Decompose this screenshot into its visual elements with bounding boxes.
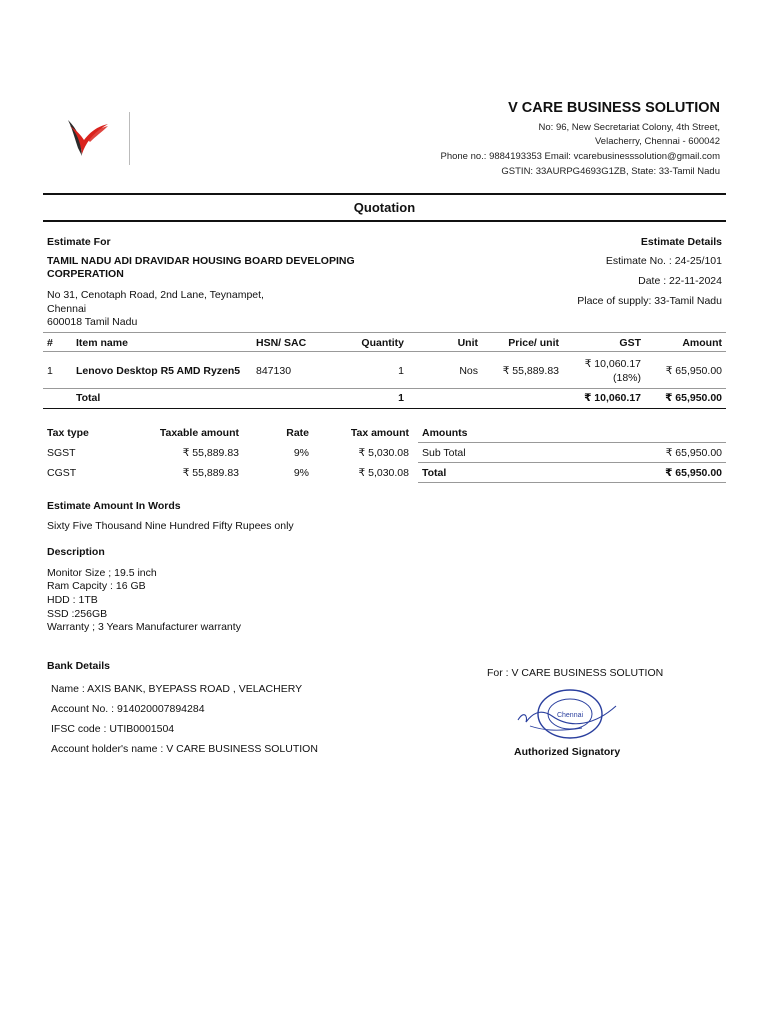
- estimate-number: Estimate No. : 24-25/101: [605, 255, 722, 267]
- company-contact: Phone no.: 9884193353 Email: vcarebusinesssolution@gmail.com: [440, 151, 720, 162]
- amounts-bottom-rule: [418, 482, 726, 483]
- description-line: Monitor Size ; 19.5 inch: [47, 567, 157, 579]
- tax-rate: 9%: [293, 467, 309, 479]
- tax-amount: ₹ 5,030.08: [358, 447, 409, 459]
- estimate-details-heading: Estimate Details: [640, 236, 722, 248]
- description-line: Ram Capcity : 16 GB: [47, 580, 146, 592]
- client-address-line1: No 31, Cenotaph Road, 2nd Lane, Teynampet,: [47, 289, 264, 301]
- stamp-icon: [512, 686, 622, 742]
- company-stamp: [512, 686, 622, 742]
- items-total-amount: ₹ 65,950.00: [665, 392, 722, 404]
- authorized-signatory-label: Authorized Signatory: [514, 746, 621, 758]
- items-total-quantity: 1: [398, 392, 404, 404]
- item-price: ₹ 55,889.83: [502, 365, 559, 377]
- col-header-hsn: HSN/ SAC: [256, 337, 307, 349]
- amounts-header-rule: [418, 442, 726, 443]
- stamp-center-text: Chennai: [556, 712, 584, 719]
- sub-total-label: Sub Total: [422, 447, 466, 459]
- items-bottom-rule: [43, 408, 726, 409]
- sub-total-value: ₹ 65,950.00: [665, 447, 722, 459]
- amounts-sub-rule: [418, 462, 726, 463]
- item-amount: ₹ 65,950.00: [665, 365, 722, 377]
- company-logo-icon: [46, 108, 132, 168]
- signature-for-line: For : V CARE BUSINESS SOLUTION: [487, 667, 664, 679]
- logo-divider: [129, 112, 130, 165]
- item-gst: ₹ 10,060.17: [584, 358, 641, 370]
- tax-header-rate: Rate: [286, 427, 309, 439]
- col-header-price: Price/ unit: [508, 337, 559, 349]
- bank-name: Name : AXIS BANK, BYEPASS ROAD , VELACHERY: [51, 683, 303, 695]
- grand-total-label: Total: [422, 467, 447, 479]
- col-header-no: #: [47, 337, 53, 349]
- items-row-rule: [43, 388, 726, 389]
- col-header-amount: Amount: [682, 337, 722, 349]
- col-header-item-name: Item name: [76, 337, 128, 349]
- estimate-date: Date : 22-11-2024: [638, 275, 722, 287]
- amounts-heading: Amounts: [422, 427, 468, 439]
- company-logo: [46, 108, 132, 168]
- tax-taxable: ₹ 55,889.83: [182, 467, 239, 479]
- description-line: Warranty ; 3 Years Manufacturer warranty: [47, 621, 241, 633]
- title-bottom-rule: [43, 220, 726, 222]
- estimate-for-heading: Estimate For: [47, 236, 111, 248]
- tax-header-amount: Tax amount: [350, 427, 409, 439]
- tax-type: CGST: [47, 467, 77, 479]
- item-hsn: 847130: [256, 365, 292, 377]
- bank-ifsc: IFSC code : UTIB0001504: [51, 723, 175, 735]
- items-total-label: Total: [76, 392, 101, 404]
- items-table-top-rule: [43, 332, 726, 333]
- item-no: 1: [47, 365, 53, 377]
- tax-taxable: ₹ 55,889.83: [182, 447, 239, 459]
- description-heading: Description: [47, 546, 105, 558]
- tax-amount: ₹ 5,030.08: [358, 467, 409, 479]
- col-header-quantity: Quantity: [361, 337, 404, 349]
- description-line: HDD : 1TB: [47, 594, 98, 606]
- company-gstin: GSTIN: 33AURPG4693G1ZB, State: 33-Tamil Nadu: [501, 166, 720, 177]
- items-total-gst: ₹ 10,060.17: [584, 392, 641, 404]
- bank-account-holder: Account holder's name : V CARE BUSINESS SOLUTION: [51, 743, 318, 755]
- company-address-line2: Velacherry, Chennai - 600042: [595, 136, 720, 147]
- items-header-rule: [43, 351, 726, 352]
- item-quantity: 1: [398, 365, 404, 377]
- col-header-unit: Unit: [457, 337, 478, 349]
- company-address-line1: No: 96, New Secretariat Colony, 4th Street,: [538, 122, 720, 133]
- title-top-rule: [43, 193, 726, 195]
- bank-details-heading: Bank Details: [47, 660, 111, 672]
- client-address-line3: 600018 Tamil Nadu: [47, 316, 138, 328]
- tax-rate: 9%: [293, 447, 309, 459]
- client-name-line2: CORPERATION: [47, 268, 124, 280]
- tax-type: SGST: [47, 447, 76, 459]
- place-of-supply: Place of supply: 33-Tamil Nadu: [577, 295, 722, 307]
- col-header-gst: GST: [619, 337, 641, 349]
- bank-account-number: Account No. : 914020007894284: [51, 703, 205, 715]
- amount-in-words-heading: Estimate Amount In Words: [47, 500, 181, 512]
- client-address-line2: Chennai: [47, 303, 87, 315]
- client-name-line1: TAMIL NADU ADI DRAVIDAR HOUSING BOARD DEVELOPING: [47, 255, 355, 267]
- item-unit: Nos: [459, 365, 478, 377]
- amount-in-words-text: Sixty Five Thousand Nine Hundred Fifty Rupees only: [47, 520, 294, 532]
- description-line: SSD :256GB: [47, 608, 108, 620]
- document-title: Quotation: [353, 200, 416, 215]
- grand-total-value: ₹ 65,950.00: [665, 467, 722, 479]
- tax-header-type: Tax type: [47, 427, 89, 439]
- item-name: Lenovo Desktop R5 AMD Ryzen5: [76, 365, 241, 377]
- tax-header-taxable: Taxable amount: [159, 427, 239, 439]
- company-name: V CARE BUSINESS SOLUTION: [508, 100, 720, 116]
- item-gst-rate: (18%): [612, 372, 641, 384]
